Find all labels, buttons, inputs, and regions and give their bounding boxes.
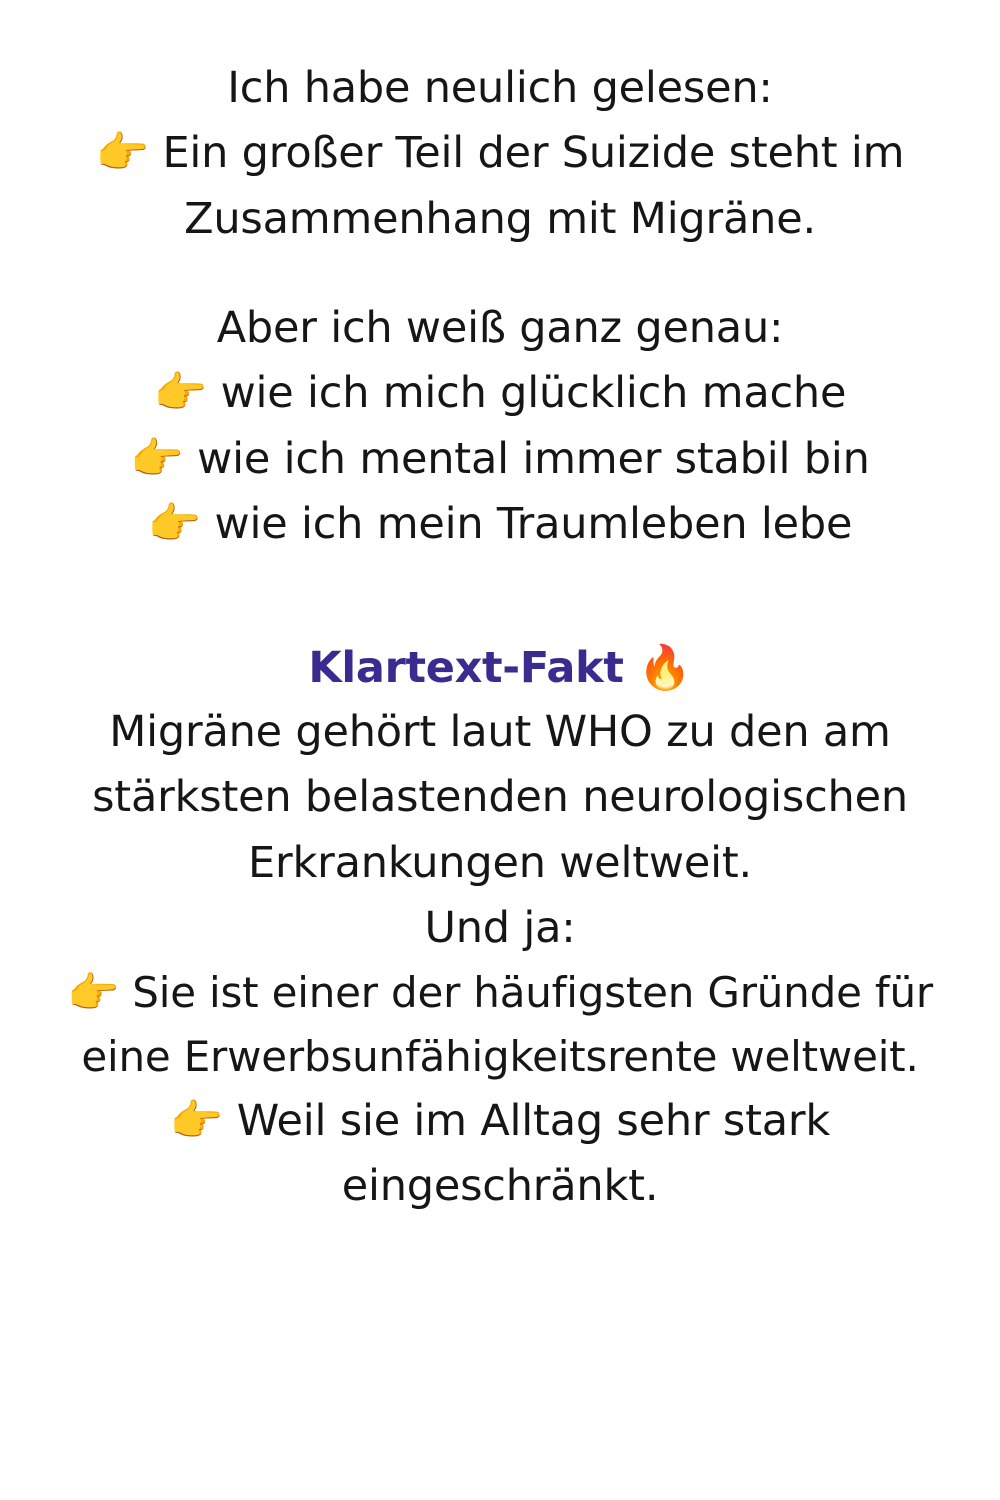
fact-paragraph	[20, 636, 980, 1220]
fact-line-4: Und ja:	[424, 903, 576, 954]
fact-heading: Klartext-Fakt 🔥	[308, 642, 692, 693]
intro-paragraph	[20, 56, 980, 252]
intro-line-2: 👉 Ein großer Teil der Suizide steht im	[95, 128, 905, 179]
fact-line-3: Erkrankungen weltweit.	[248, 837, 752, 888]
intro-line-3: Zusammenhang mit Migräne.	[184, 193, 816, 244]
fact-line-2: stärksten belastenden neurologischen	[92, 772, 908, 823]
certainty-line-3: 👉 wie ich mental immer stabil bin	[130, 433, 870, 484]
certainty-line-2: 👉 wie ich mich glücklich mache	[153, 368, 847, 419]
intro-line-1: Ich habe neulich gelesen:	[227, 63, 773, 113]
fact-line-7: 👉 Weil sie im Alltag sehr stark	[169, 1096, 831, 1147]
fact-line-8: eingeschränkt.	[341, 1161, 659, 1212]
certainty-line-1: Aber ich weiß ganz genau:	[216, 303, 784, 354]
fact-line-1: Migräne gehört laut WHO zu den am	[109, 707, 891, 758]
certainty-paragraph	[20, 296, 980, 557]
fact-line-5: 👉 Sie ist einer der häufigsten Gründe für	[67, 968, 933, 1018]
certainty-line-4: 👉 wie ich mein Traumleben lebe	[147, 499, 853, 550]
fact-line-6: eine Erwerbsunfähigkeitsrente weltweit.	[81, 1032, 919, 1082]
